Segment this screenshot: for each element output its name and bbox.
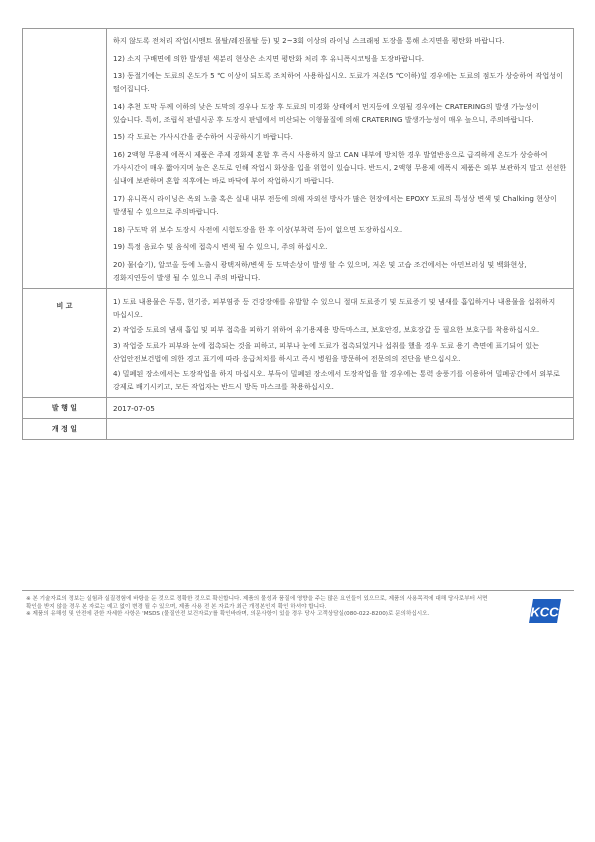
issue-date-label: 발 행 일 bbox=[23, 398, 107, 419]
notes-row bbox=[23, 288, 574, 397]
paragraph: 16) 2액형 무용제 에폭시 제품은 주제 경화제 혼합 후 즉시 사용하지 않고 CAN 내부에 방치한 경우 발열반응으로 급격하게 온도가 상승하여 가사시간이 매우 짧아지며 높은 온도로 인해 작업시 화상을 입을 위험이 있습니다. 반드시, 2액형 무용제 에폭시 제품은 외부 보관하지 말고 선선한 실내에 보관하며 혼합 직후에는 바로 바닥에 부어 작업하시기 바랍니다. bbox=[113, 149, 567, 186]
paragraph: 12) 소지 구배면에 의한 발생된 색분리 현상은 소지면 평탄화 처리 후 유니폭시코팅을 도장바랍니다. bbox=[113, 53, 425, 63]
footer bbox=[22, 590, 574, 620]
precautions-label-cell bbox=[23, 29, 107, 289]
disclaimer-body: ※ 본 기술자료의 정보는 실험과 실질경험에 바탕을 둔 것으로 정확한 것으로 확신합니다. 제품의 물성과 품질에 영향을 주는 많은 요인들이 있으므로, 제품의 사용목적에 대해 당사로부터 서면 확인을 받지 않을 경우 본 자료는 예고 없이 변경 될 수 있으며, 제품 사용 전 본 자료가 최근 개정본인지 확인 하셔야 합니다. ※ 제품의 유해성 및 안전에 관한 자세한 사항은 'MSDS (물질안전 보건자료)'를 확인바라며, 의문사항이 있을 경우 당사 고객상담실(080-022-8200)로 문의하십시오. bbox=[26, 596, 488, 618]
precautions-body bbox=[107, 29, 574, 289]
paragraph: 하지 않도록 전처리 작업(시멘트 몰탈/레진몰탈 등) 및 2~3회 이상의 라이닝 스크래핑 도장을 통해 소지면을 평탄화 바랍니다. bbox=[113, 36, 505, 45]
kcc-logo bbox=[527, 597, 563, 625]
notes-label: 비 고 bbox=[23, 288, 107, 397]
precautions-row bbox=[23, 29, 574, 289]
disclaimer-text bbox=[26, 596, 492, 619]
tds-sheet bbox=[22, 28, 574, 440]
note-item: 4) 밀폐된 장소에서는 도장작업을 하지 마십시오. 부득이 밀폐된 장소에서 도장작업을 할 경우에는 통력 송풍기를 이용하여 밀폐공간에서 외부로 강제로 배기시키고, 모든 작업자는 반드시 방독 마스크를 착용하십시오. bbox=[113, 368, 560, 392]
note-item: 3) 작업중 도료가 피부와 눈에 접촉되는 것을 피하고, 피부나 눈에 도료가 접촉되었거나 섭취를 했을 경우 도료 용기 측면에 표기되어 있는 산업안전보건법에 의한 경고 표기에 따라 응급처치를 하시고 즉시 병원을 방문하여 전문의의 진단을 받으십시오. bbox=[113, 340, 540, 363]
note-item: 1) 도료 내용물은 두통, 현기증, 피부염증 등 건강장애를 유발할 수 있으니 절대 도료증기 및 도료증기 및 냄새를 흡입하거나 내용물을 섭취하지 마십시오. bbox=[113, 296, 556, 320]
issue-date-row bbox=[23, 398, 574, 419]
paragraph: 14) 추천 도막 두께 이하의 낮은 도막의 경우나 도장 후 도료의 미경화 상태에서 먼지등에 오염될 경우에는 CRATERING의 발생 가능성이 있습니다. 특히, 조립식 판넬시공 후 도장시 판넬에서 비산되는 이형물질에 의해 CRATERING 발생가능성이 매우 높으니, 주의바랍니다. bbox=[113, 101, 539, 124]
revision-date-row bbox=[23, 419, 574, 440]
paragraph: 15) 각 도료는 가사시간을 준수하여 시공하시기 바랍니다. bbox=[113, 132, 293, 142]
paragraph: 19) 특정 음료수 및 음식에 접촉시 변색 될 수 있으니, 주의 하십시오. bbox=[113, 242, 328, 252]
paragraph: 13) 동절기에는 도료의 온도가 5 ℃ 이상이 되도록 조치하여 사용하십시오. 도료가 저온(5 ℃이하)일 경우에는 도료의 점도가 상승하여 작업성이 떨어집니다. bbox=[113, 71, 564, 94]
logo-text: KCC bbox=[530, 604, 559, 620]
paragraph: 20) 물(습기), 알코올 등에 노출시 광택저하/변색 등 도막손상이 발생 할 수 있으며, 저온 및 고습 조건에서는 아민브러싱 및 백화현상, 경화지연등이 발생 될 수 있으니 주의 바랍니다. bbox=[113, 259, 527, 282]
issue-date-value: 2017-07-05 bbox=[107, 398, 574, 419]
notes-body bbox=[107, 288, 574, 397]
note-item: 2) 작업중 도료의 냄새 흡입 및 피부 접촉을 피하기 위하여 유기용제용 방독마스크, 보호안경, 보호장갑 등 필요한 보호구를 착용하십시오. bbox=[113, 325, 540, 335]
revision-date-value bbox=[107, 419, 574, 440]
paragraph: 17) 유니폭시 라이닝은 옥외 노출 혹은 실내 내부 전등에 의해 자외선 방사가 많은 현장에서는 EPOXY 도료의 특성상 변색 및 Chalking 현상이 발생될 수 있으므로 주의바랍니다. bbox=[113, 193, 557, 217]
revision-date-label: 개 정 일 bbox=[23, 419, 107, 440]
paragraph: 18) 구도막 위 보수 도장시 사전에 시험도장을 한 후 이상(부착력 등)이 없으면 도장하십시오. bbox=[113, 224, 403, 234]
